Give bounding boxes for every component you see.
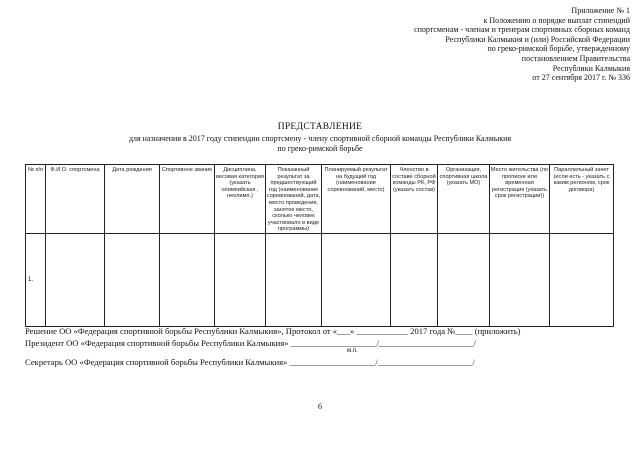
subtitle-line: для назначения в 2017 году стипендии спортсмену - члену спортивной сборной команды Республики Калмыкия — [128, 134, 512, 143]
stamp-place-label: м.п. — [347, 348, 358, 354]
header-parallel-credit: Параллельный зачет (если есть - указать с каким регионом, срок договора) — [550, 165, 614, 234]
athlete-table — [25, 164, 614, 327]
appendix-line: от 27 сентября 2017 г. № 336 — [532, 73, 630, 83]
appendix-line: постановлением Правительства — [521, 53, 630, 63]
appendix-line: по греко-римской борьбе, утвержденному — [487, 44, 630, 54]
president-line: Президент ОО «Федерация спортивной борьбы Республики Калмыкия» ____________________/______________________/ — [25, 338, 476, 348]
header-organization: Организация, спортивная школа (указать МО) — [438, 165, 490, 234]
table-row — [26, 233, 614, 326]
appendix-block — [330, 6, 630, 83]
header-sport-title: Спортивное звание — [160, 165, 215, 234]
header-residence: Место жительства (по прописке или временная регистрация (указать срок регистрации)) — [490, 165, 550, 234]
header-discipline: Дисциплина, весовая категория (указать олимпийская , неолимп.) — [215, 165, 266, 234]
header-membership: Членство в составе сборной команды РК, РФ (указать состав) — [391, 165, 438, 234]
header-number: № п/п — [26, 165, 46, 234]
decision-line: Решение ОО «Федерация спортивной борьбы Республики Калмыкия», Протокол от «___» ____________ 2017 года №____ (приложить) — [25, 326, 521, 336]
table-cell — [322, 233, 391, 326]
appendix-line: спортсменам - членам и тренерам спортивных сборных команд — [414, 25, 630, 35]
appendix-line: к Положению о порядке выплат стипендий — [483, 15, 630, 25]
table-cell — [160, 233, 215, 326]
table-cell — [550, 233, 614, 326]
table-header-row — [26, 165, 614, 234]
appendix-line: Приложение № 1 — [571, 6, 630, 15]
table-cell — [105, 233, 160, 326]
page-number: 6 — [318, 402, 322, 411]
appendix-line: Республики Калмыкия — [552, 63, 630, 73]
header-birthdate: Дата рождения — [105, 165, 160, 234]
table-cell — [391, 233, 438, 326]
table-cell: 1. — [26, 233, 46, 326]
table-cell — [266, 233, 322, 326]
appendix-line: Республики Калмыкия и (или) Российской Федерации — [445, 34, 630, 44]
table-cell — [438, 233, 490, 326]
table-cell — [215, 233, 266, 326]
document-title: ПРЕДСТАВЛЕНИЕ — [277, 122, 363, 132]
secretary-line: Секретарь ОО «Федерация спортивной борьбы Республики Калмыкия» ____________________/______________________/ — [25, 357, 475, 367]
subtitle-line: по греко-римской борьбе — [277, 143, 363, 153]
header-planned-result: Планируемый результат на будущий год (наименование соревнований, место) — [322, 165, 391, 234]
table-cell — [490, 233, 550, 326]
table-cell — [46, 233, 105, 326]
document-subtitle — [60, 134, 580, 153]
header-past-result: Показанный результат за предшествующий год (наименование соревнований, дата, место проведения, занятое место, сколько человек участвовало в виде программы) — [266, 165, 322, 234]
header-name: Ф.И.О. спортсмена — [46, 165, 105, 234]
